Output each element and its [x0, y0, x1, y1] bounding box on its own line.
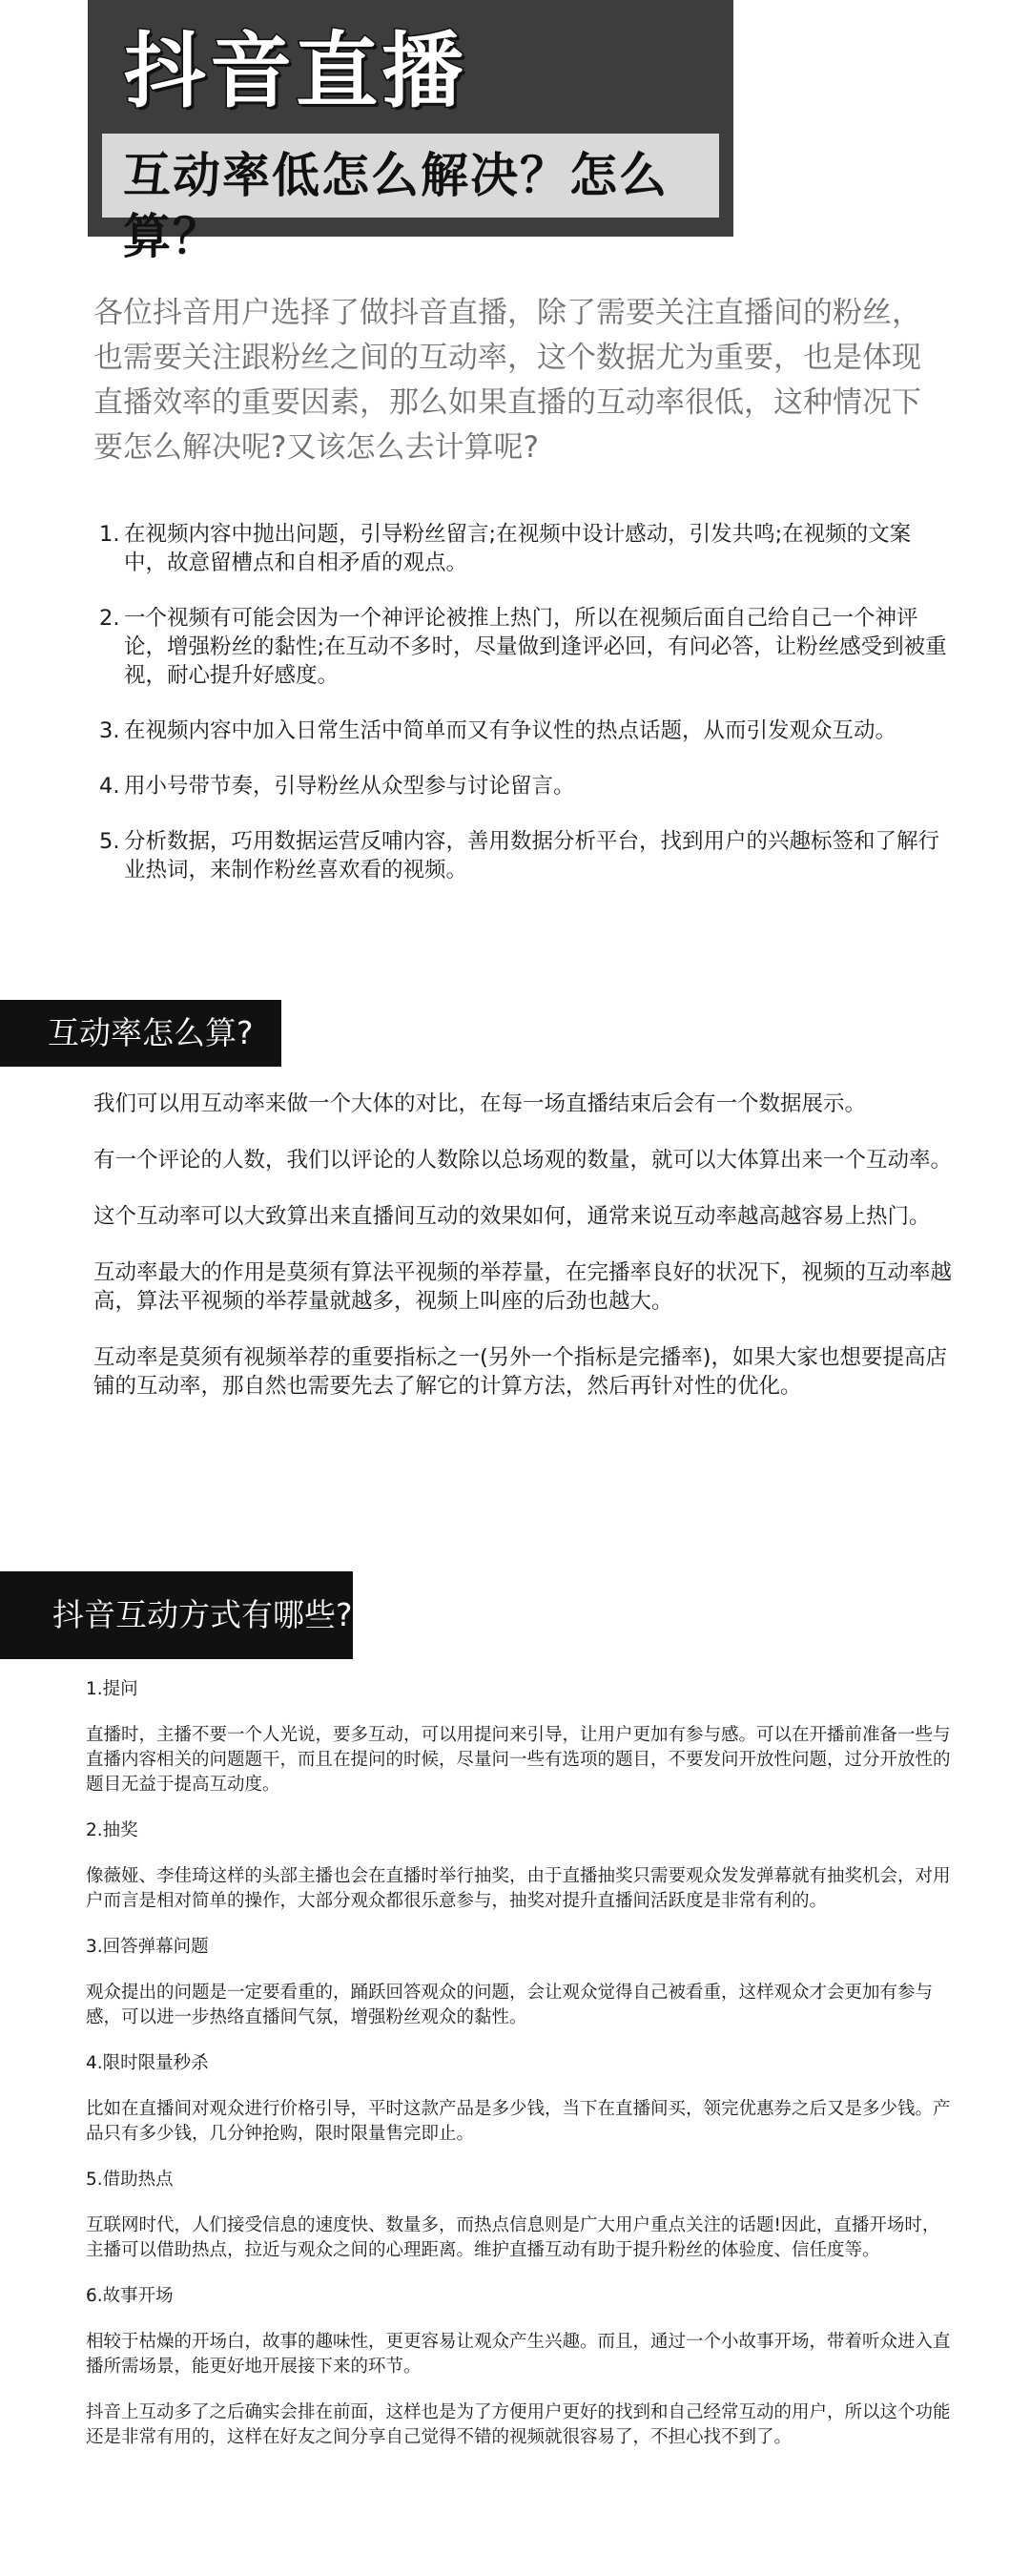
tip-item	[99, 717, 948, 745]
tip-item	[99, 520, 948, 577]
hero-subtitle: 互动率低怎么解决？怎么算？	[123, 148, 669, 264]
interaction-methods-list	[86, 1677, 954, 2450]
tip-item	[99, 772, 948, 800]
tip-number: 5.	[99, 829, 120, 854]
tip-text: 在视频内容中抛出问题，引导粉丝留言;在视频中设计感动，引发共鸣;在视频的文案中，故意留槽点和自相矛盾的观点。	[124, 522, 912, 575]
body-paragraph: 互动率最大的作用是莫须有算法平视频的举荐量，在完播率良好的状况下，视频的互动率越高，算法平视频的举荐量就越多，视频上叫座的后劲也越大。	[93, 1260, 953, 1314]
method-title: 1.提问	[86, 1679, 138, 1699]
tip-text: 分析数据，巧用数据运营反哺内容，善用数据分析平台，找到用户的兴趣标签和了解行业热词，来制作粉丝喜欢看的视频。	[124, 829, 940, 883]
method-title: 6.故事开场	[86, 2286, 174, 2306]
body-paragraph: 我们可以用互动率来做一个大体的对比，在每一场直播结束后会有一个数据展示。	[93, 1091, 867, 1116]
body-paragraph: 这个互动率可以大致算出来直播间互动的效果如何，通常来说互动率越高越容易上热门。	[93, 1204, 931, 1229]
tip-item	[99, 604, 948, 690]
intro-paragraph: 各位抖音用户选择了做抖音直播，除了需要关注直播间的粉丝，也需要关注跟粉丝之间的互动率，这个数据尤为重要，也是体现直播效率的重要因素，那么如果直播的互动率很低，这种情况下要怎么解决呢?又该怎么去计算呢?	[93, 296, 921, 465]
method-body: 互联网时代，人们接受信息的速度快、数量多，而热点信息则是广大用户重点关注的话题!因此，直播开场时，主播可以借助热点，拉近与观众之间的心理距离。维护直播互动有助于提升粉丝的体验度、信任度等。	[86, 2215, 940, 2260]
tip-number: 3.	[99, 718, 120, 743]
method-title: 2.抽奖	[86, 1820, 138, 1840]
tips-list	[99, 520, 948, 911]
tip-number: 4.	[99, 774, 120, 799]
section-heading-text: 抖音互动方式有哪些?	[52, 1596, 353, 1633]
method-body: 相较于枯燥的开场白，故事的趣味性，更更容易让观众产生兴趣。而且，通过一个小故事开场，带着听众进入直播所需场景，能更好地开展接下来的环节。	[86, 2332, 951, 2377]
tip-text: 一个视频有可能会因为一个神评论被推上热门，所以在视频后面自己给自己一个神评论，增强粉丝的黏性;在互动不多时，尽量做到逢评必回，有问必答，让粉丝感受到被重视，耐心提升好感度。	[124, 606, 947, 688]
tip-number: 1.	[99, 522, 120, 547]
tip-item	[99, 827, 948, 884]
section-heading-text: 互动率怎么算?	[48, 1014, 254, 1051]
tip-number: 2.	[99, 606, 120, 631]
section-heading-interaction-methods	[0, 1571, 353, 1659]
method-body: 观众提出的问题是一定要看重的，踊跃回答观众的问题，会让观众觉得自己被看重，这样观众才会更加有参与感，可以进一步热络直播间气氛，增强粉丝观众的黏性。	[86, 1983, 934, 2027]
hero-title: 抖音直播	[124, 24, 467, 119]
method-title: 5.借助热点	[86, 2170, 174, 2190]
method-title: 3.回答弹幕问题	[86, 1937, 209, 1957]
interaction-rate-paragraphs	[93, 1090, 952, 1428]
method-body: 直播时，主播不要一个人光说，要多互动，可以用提问来引导，让用户更加有参与感。可以在开播前准备一些与直播内容相关的问题题干，而且在提问的时候，尽量问一些有选项的题目，不要发问开放性问题，过分开放性的题目无益于提高互动度。	[86, 1725, 951, 1795]
body-paragraph: 互动率是莫须有视频举荐的重要指标之一(另外一个指标是完播率)，如果大家也想要提高店铺的互动率，那自然也需要先去了解它的计算方法，然后再针对性的优化。	[93, 1345, 948, 1399]
body-paragraph: 有一个评论的人数，我们以评论的人数除以总场观的数量，就可以大体算出来一个互动率。	[93, 1148, 953, 1173]
closing-paragraph: 抖音上互动多了之后确实会排在前面，这样也是为了方便用户更好的找到和自己经常互动的用户，所以这个功能还是非常有用的，这样在好友之间分享自己觉得不错的视频就很容易了，不担心找不到了。	[86, 2402, 951, 2447]
section-heading-interaction-rate	[0, 1000, 281, 1067]
hero-banner	[88, 0, 733, 264]
method-body: 比如在直播间对观众进行价格引导，平时这款产品是多少钱，当下在直播间买，领完优惠券之后又是多少钱。产品只有多少钱，几分钟抢购，限时限量售完即止。	[86, 2099, 951, 2144]
method-body: 像薇娅、李佳琦这样的头部主播也会在直播时举行抽奖，由于直播抽奖只需要观众发发弹幕就有抽奖机会，对用户而言是相对简单的操作，大部分观众都很乐意参与，抽奖对提升直播间活跃度是非常有利的。	[86, 1866, 951, 1911]
tip-text: 用小号带节奏，引导粉丝从众型参与讨论留言。	[124, 774, 575, 799]
tip-text: 在视频内容中加入日常生活中简单而又有争议性的热点话题，从而引发观众互动。	[124, 718, 897, 743]
hero-subtitle-box	[102, 134, 719, 264]
method-title: 4.限时限量秒杀	[86, 2053, 209, 2073]
